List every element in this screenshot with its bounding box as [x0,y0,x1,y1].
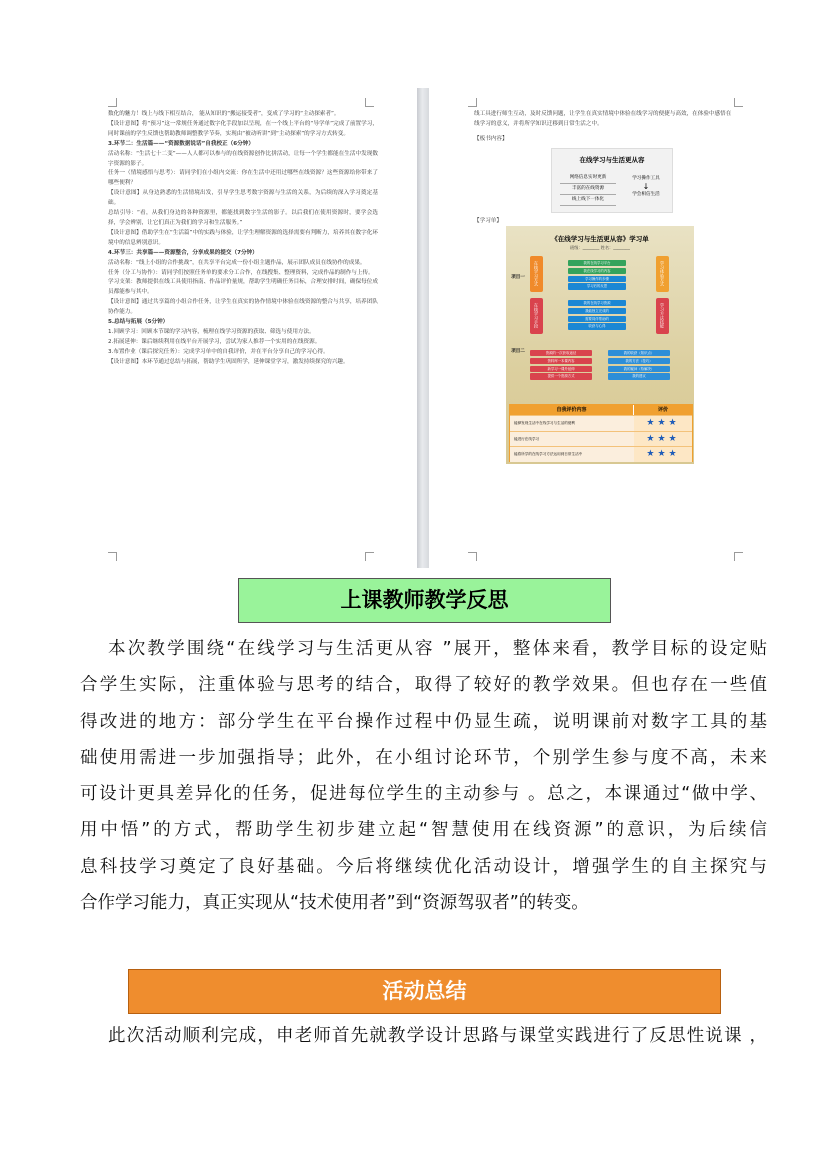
worksheet-task-label: 项目一 [511,275,525,280]
worksheet-box: 我的建议 [608,373,670,379]
mindmap-title: 在线学习与生活更从容 [579,156,645,164]
worksheet-left-bar: 在线学习方式 [530,256,543,292]
worksheet-box-column [530,350,592,381]
star-rating-icon: ★★★ [634,416,692,431]
mindmap-item: 线上线下一体化 [560,195,616,206]
crop-mark [108,552,117,561]
worksheet-image [506,226,694,464]
mindmap-right [624,175,668,199]
left-page-paragraph: 5.总结与拓展（5分钟） [108,319,169,326]
self-evaluation-table [509,404,693,462]
mindmap-right-top: 学习操作工具 [632,176,660,181]
worksheet-right-bar: 学习体验方式 [656,256,669,292]
left-page-paragraph: 【设计意图】通过共享篇的小组合作任务，让学生在真实的协作情境中体验在线资源的整合与共享，培养团队协作能力。 [108,299,378,316]
worksheet-box: 我的在线学习资源 [568,300,626,306]
left-page-paragraph: 学习支架：教师提供在线工具使用指南、作品评价量规，帮助学生明确任务目标，合理安排时间，确保每位成员都能参与其中。 [108,279,378,296]
left-page-paragraph: 任务一（情境感悟与思考）：请同学们在小组内交流：你在生活中还用过哪些在线资源？这些资源给你带来了哪些便利？ [108,170,378,187]
crop-mark [468,552,477,561]
worksheet-box: 我在线学习的内容 [568,268,626,274]
worksheet-box: 学习操作的步骤 [568,276,626,282]
paragraph-line: 得改进的地方：部分学生在平台操作过程中仍显生疏，说明课前对数字工具的基 [80,711,767,732]
left-page-paragraph: 【设计意图】将“预习”这一常规任务通过数字化手段加以呈现，在一个线上平台的“导学单”完成了前置学习，同时课前的学生反馈也帮助教师调整教学节奏，实现由“被动听讲”到“主动探索”的学习方式转变。 [108,120,378,137]
board-label: 【板书内容】 [474,136,508,142]
worksheet-box: 我的方法（技巧） [608,358,670,364]
worksheet-box-column [608,350,670,381]
mindmap-left-list [560,173,616,206]
worksheet-subtitle: 班级：________ 姓名：________ [570,245,630,250]
paragraph-line: 可设计更具差异化的任务，促进每位学生的主动参与 。总之，本课通过“做中学、 [80,784,767,805]
paragraph-line: 用中悟”的方式，帮助学生初步建立起“智慧使用在线资源”的意识，为后续信 [80,820,767,841]
left-page-paragraph: 活动名称：“生活七十二变”——人人都可以参与的在线资源创作比拼活动，让每一个学生都能在生活中发现数字资源的影子。 [108,150,378,167]
crop-mark [108,98,117,107]
star-rating-icon: ★★★ [634,432,692,447]
right-page-intro: 线工具进行师生互动，及时反馈问题，让学生在真实情境中体验在线学习的便捷与高效，在体验中感悟在线学习的意义，并将所学知识迁移到日常生活之中。 [474,111,732,127]
paragraph-line: 此次活动顺利完成，申老师首先就教学设计思路与课堂实践进行了反思性说课 ， [108,1026,767,1046]
document-page-right [434,88,760,568]
evaluation-row [510,415,692,431]
worksheet-box: 提供一个资源方式 [530,373,592,379]
left-page-paragraph: 4.环节三：共享篇——资源整合，分享成果的提交（7分钟） [108,249,258,256]
worksheet-title: 《在线学习与生活更从容》学习单 [551,235,649,243]
down-arrow-icon: ↓ [642,182,650,191]
worksheet-label: 【学习单】 [474,218,502,224]
left-page-paragraph: 2.拓展延伸：课后继续利用在线平台开展学习，尝试为家人推荐一个实用的在线资源。 [108,338,321,345]
left-page-paragraph: 3.布置作业（课后探究任务）：完成学习单中的自我评价，并在平台分享自己的学习心得。 [108,348,329,355]
worksheet-box: 我能独立完成的 [568,308,626,314]
paragraph-line: 本次教学围绕“在线学习与生活更从容 ”展开，整体来看，教学目标的设定贴 [108,639,767,659]
board-mindmap [551,148,673,213]
evaluation-item: 能进行在线学习 [510,432,634,447]
evaluation-item: 能将所学的在线学习方法运用到日常生活中 [510,447,634,462]
left-page-paragraph: 【设计意图】从身边熟悉的生活情境出发，引导学生思考数字资源与生活的关系，为后续的深入学习奠定基础。 [108,190,378,207]
worksheet-box: 资料库一本课内容 [530,358,592,364]
document-screenshot [108,88,760,568]
paragraph-line: 息科技学习奠定了良好基础。今后将继续优化活动设计，增强学生的自主探究与 [80,856,767,877]
left-page-paragraph: 1.回顾学习：回顾本节课的学习内容，梳理在线学习资源的获取、筛选与使用方法。 [108,328,315,335]
crop-mark [734,98,743,107]
left-page-paragraph: 【设计意图】本环节通过总结与拓展，帮助学生巩固所学，延伸课堂学习，激发持续探究的兴趣。 [108,358,349,365]
worksheet-task-label: 项目二 [511,349,525,354]
crop-mark [365,552,374,561]
worksheet-box: 收获与心得 [568,323,626,329]
worksheet-box: 我的疑问（待解决） [608,366,670,372]
evaluation-header-rating: 评价 [633,405,692,415]
left-page-paragraph: 活动名称：“线上小组的合作挑战”，在共享平台完成一份小组主题作品，展示团队成员在线协作的成果。 [108,259,366,266]
worksheet-box: 新学习一课外延伸 [530,366,592,372]
crop-mark [468,98,477,107]
evaluation-row [510,446,692,462]
left-page-paragraph: 【设计意图】借助学生在“生活篇”中的实践与体验，让学生理解资源的选择需要有判断力，培养其在数字化环境中的信息辨别意识。 [108,229,378,246]
worksheet-box: 资源的一次获取途径 [530,350,592,356]
left-page-paragraph: 总结引导：“看，从我们身边的各种资源里，都能找到数字生活的影子。以后我们在使用资源时，要学会选择，学会辨别，让它们真正为我们的学习和生活服务。” [108,210,378,226]
document-page-left [108,88,413,568]
summary-paragraph [80,1018,767,1054]
paragraph-line: 合作学习能力，真正实现从“技术使用者”到“资源驾驭者”的转变。 [80,893,589,914]
worksheet-box-column [568,300,626,331]
section-title-summary: 活动总结 [128,969,721,1014]
worksheet-box: 需要同伴帮助的 [568,316,626,322]
mindmap-item: 丰富的在线资源 [560,184,616,195]
worksheet-box: 学习后的反思 [568,283,626,289]
reflection-paragraph [80,631,767,921]
left-page-paragraph: 数化的魅力！线上与线下相互结合， 能从知识的“搬运接受者”，变成了学习的“主动探索者”。 [108,111,340,117]
evaluation-row [510,431,692,447]
paragraph-line: 合学生实际，注重体验与思考的结合，取得了较好的教学效果。但也存在一些值 [80,675,767,696]
star-rating-icon: ★★★ [634,447,692,462]
section-title-reflection: 上课教师教学反思 [238,578,611,623]
left-page-text [108,110,378,368]
left-page-paragraph: 3.环节二：生活篇——“资源数据说话”自我校正（6分钟） [108,140,254,147]
page-gutter [417,88,429,568]
worksheet-box: 我的在线学习平台 [568,260,626,266]
paragraph-line: 础使用需进一步加强指导；此外，在小组讨论环节，个别学生参与度不高，未来 [80,747,767,768]
mindmap-right-bottom: 学会相信生活 [632,192,660,197]
evaluation-header [510,405,692,415]
worksheet-left-bar: 在线学习手段 [530,298,543,334]
evaluation-item: 能够发现生活中在线学习与生活的便利 [510,416,634,431]
worksheet-box-column [568,260,626,291]
worksheet-right-bar: 学习方法技能 [656,298,669,334]
evaluation-header-content: 自我评价内容 [556,407,587,413]
crop-mark [734,552,743,561]
mindmap-item: 网络信息实时更新 [560,173,616,184]
left-page-paragraph: 任务（分工与协作）：请同学们按照任务单的要求分工合作，在线搜集、整理资料，完成作品的制作与上传。 [108,269,374,276]
crop-mark [365,98,374,107]
worksheet-box: 我的收获（知识点） [608,350,670,356]
